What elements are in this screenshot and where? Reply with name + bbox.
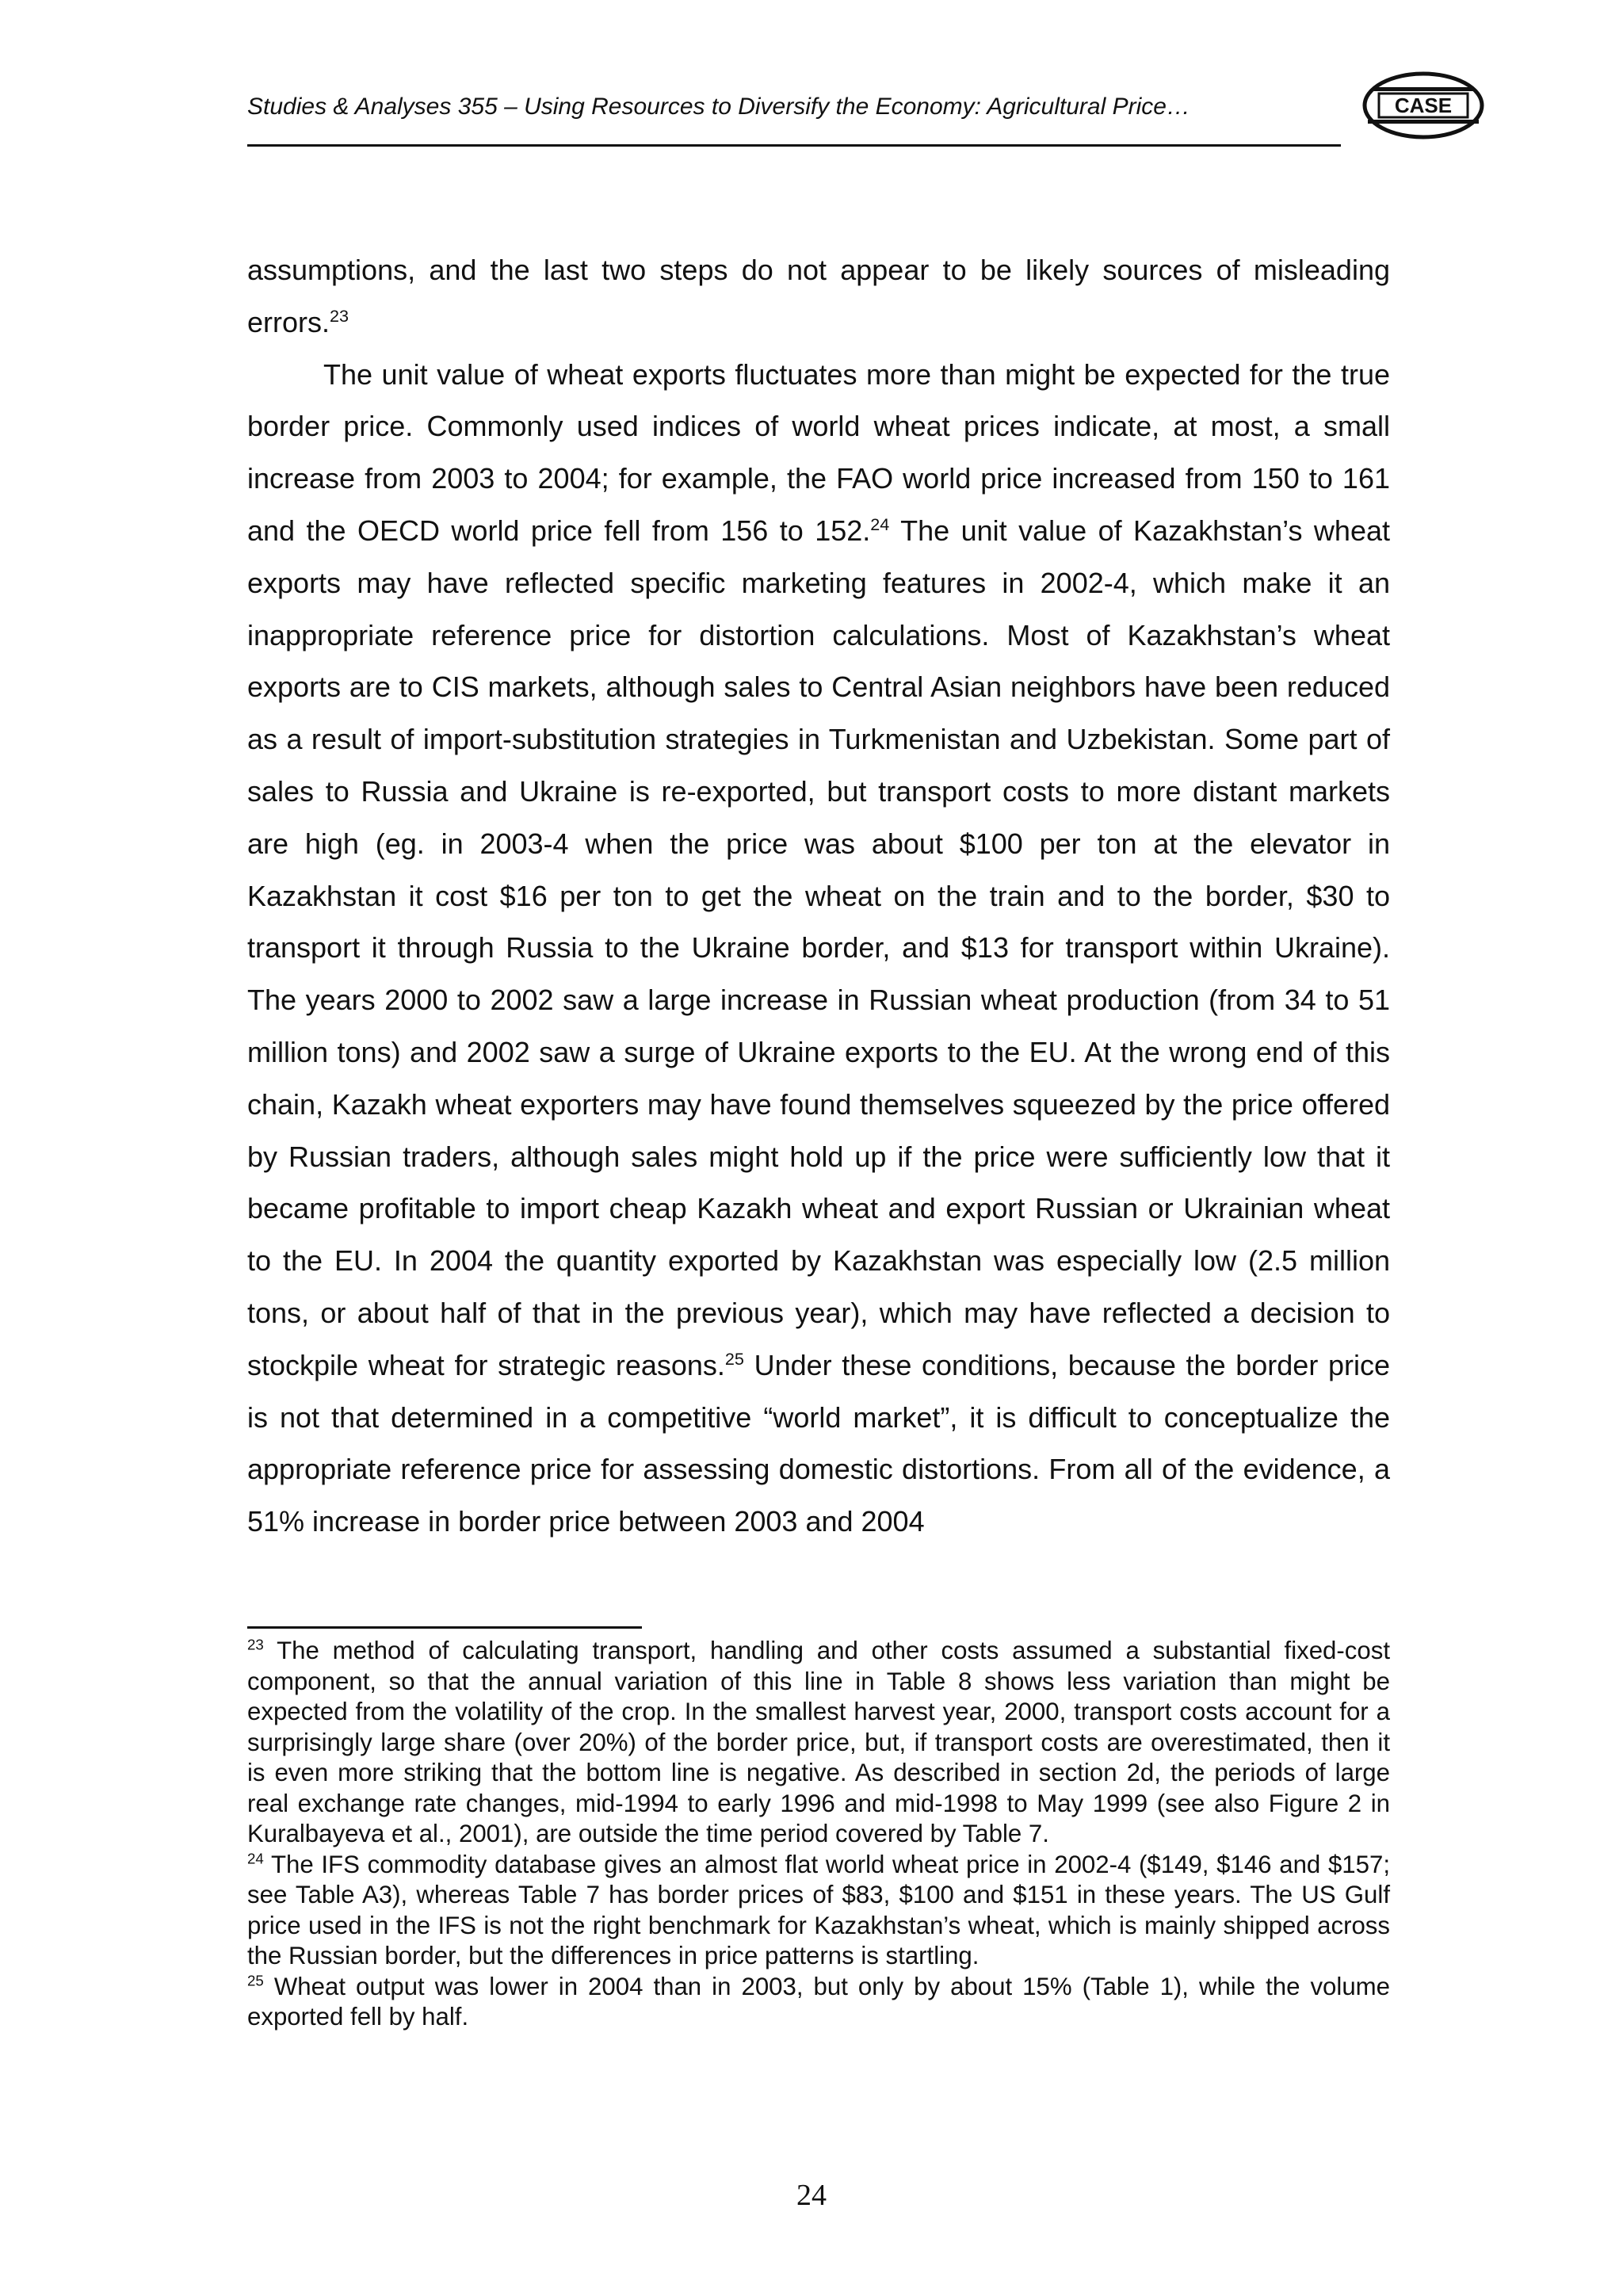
body-text <box>247 244 1390 1548</box>
footnote-ref-25: 25 <box>724 1348 744 1369</box>
logo-text: CASE <box>1394 94 1453 117</box>
header-rule <box>247 144 1341 147</box>
footnote-23: $^{23}$ The method of calculating transport, handling and other costs assumed a substantial fixed-cost component, so that the annual variation of this line in Table 8 shows less variation than might be expected from the volatility of the crop. In the smallest harvest year, 2000, transport costs account for a surprisingly large share (over 20%) of the border price, but, if transport costs are overestimated, then it is even more striking that the bottom line is negative. As described in section 2d, the periods of large real exchange rate changes, mid-1994 to early 1996 and mid-1998 to May 1999 (see also Figure 2 in Kuralbayeva et al., 2001), are outside the time period covered by Table 7. <box>247 1636 1390 1847</box>
footnote-separator <box>247 1626 642 1629</box>
paragraph-continuation: assumptions, and the last two steps do not appear to be likely sources of misleading errors.$^{23}$ <box>247 254 1390 338</box>
case-logo <box>1361 70 1485 141</box>
footnotes <box>247 1636 1390 2033</box>
footnote-24: $^{24}$ The IFS commodity database gives an almost flat world wheat price in 2002-4 ($149, $146 and $157; see Table A3), whereas Table 7 has border prices of $83, $100 and $151 in these years. The US Gulf price used in the IFS is not the right benchmark for Kazakhstan’s wheat, which is mainly shipped across the Russian border, but the differences in price patterns is startling. <box>247 1850 1390 1969</box>
paragraph-wheat-exports: The unit value of wheat exports fluctuates more than might be expected for the true border price. Commonly used indices of world wheat prices indicate, at most, a small increase from 2003 to 2004; for example, the FAO world price increased from 150 to 161 and the OECD world price fell from 156 to 152.24 The unit value of Kazakhstan’s wheat exports may have reflected specific marketing features in 2002-4, which make it an inappropriate reference price for distortion calculations. Most of Kazakhstan’s wheat exports are to CIS markets, although sales to Central Asian neighbors have been reduced as a result of import-substitution strategies in Turkmenistan and Uzbekistan. Some part of sales to Russia and Ukraine is re-exported, but transport costs to more distant markets are high (eg. in 2003-4 when the price was about $100 per ton at the elevator in Kazakhstan it cost $16 per ton to get the wheat on the train and to the border, $30 to transport it through Russia to the Ukraine border, and $13 for transport within Ukraine). The years 2000 to 2002 saw a large increase in Russian wheat production (from 34 to 51 million tons) and 2002 saw a surge of Ukraine exports to the EU. At the wrong end of this chain, Kazakh wheat exporters may have found themselves squeezed by the price offered by Russian traders, although sales might hold up if the price were sufficiently low that it became profitable to import cheap Kazakh wheat and export Russian or Ukrainian wheat to the EU. In 2004 the quantity exported by Kazakhstan was especially low (2.5 million tons, or about half of that in the previous year), which may have reflected a decision to stockpile wheat for strategic reasons.$^{25}$ Under these conditions, because the border price is not that determined in a competitive “world market”, it is difficult to conceptualize the appropriate reference price for assessing domestic distortions. From all of the evidence, a 51% increase in border price between 2003 and 2004 <box>247 357 1391 1538</box>
footnote-25: $^{25}$ Wheat output was lower in 2004 than in 2003, but only by about 15% (Table 1), while the volume exported fell by half. <box>247 1972 1390 2030</box>
footnote-ref-24: 24 <box>870 514 890 534</box>
page-number: 24 <box>796 2179 827 2212</box>
running-header: Studies & Analyses 355 – Using Resources to Diversify the Economy: Agricultural Price… <box>247 94 1190 120</box>
footnote-ref-23: 23 <box>330 305 349 326</box>
